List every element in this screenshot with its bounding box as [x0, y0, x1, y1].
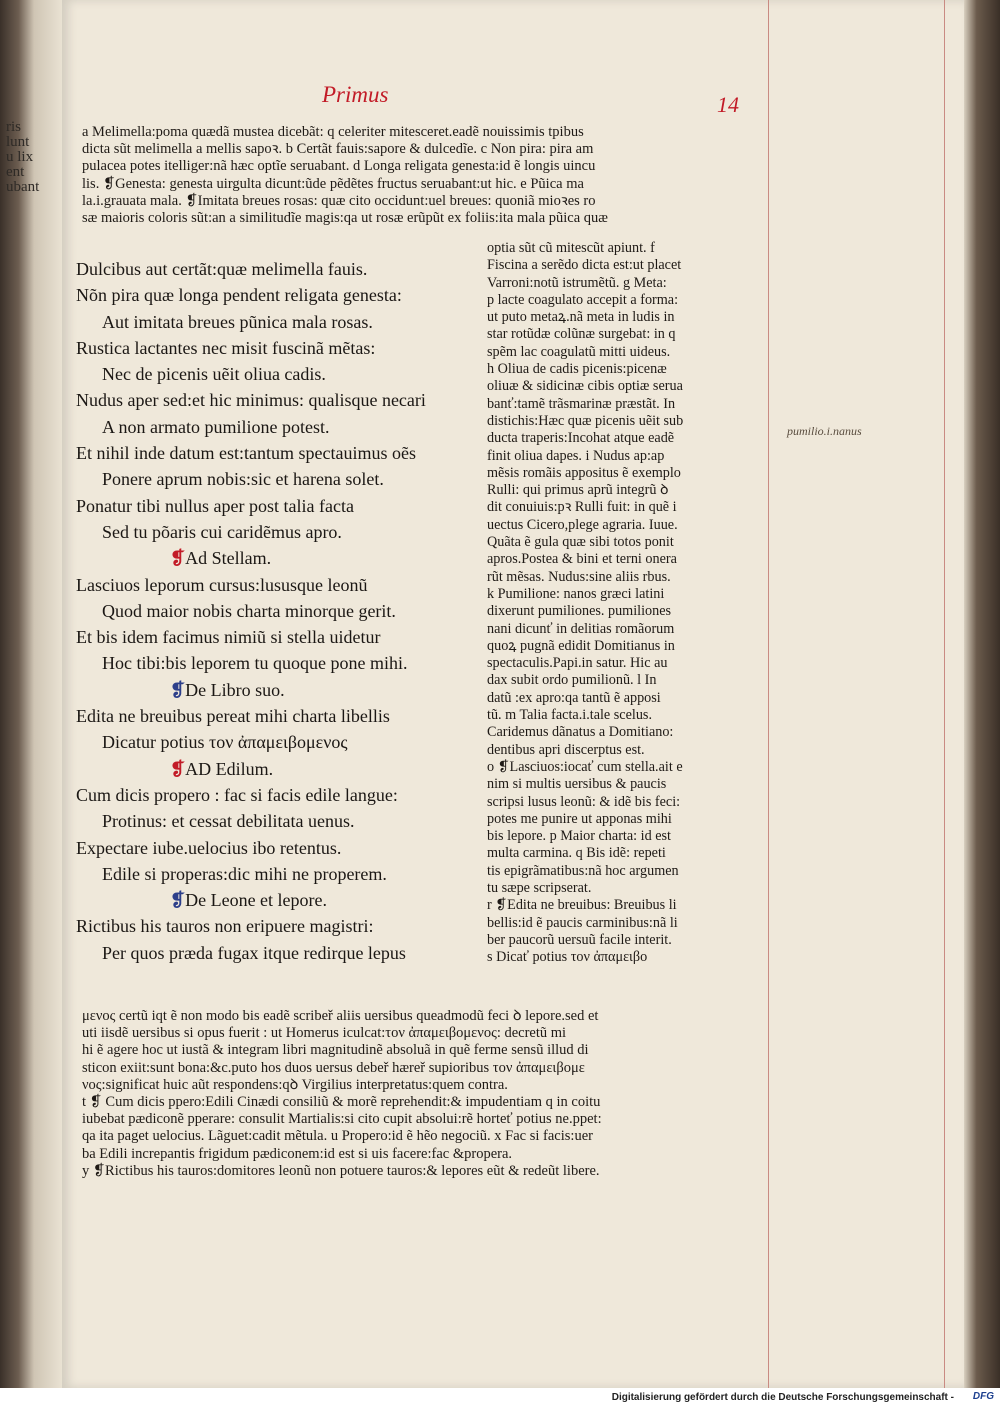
- text-line: s Dicať potius τον ἀπαμειβο: [487, 949, 648, 966]
- left-fragment: lunt: [6, 134, 30, 150]
- text-line: r ❡Edita ne breuibus: Breuibus li: [487, 897, 677, 914]
- poem-verse: [76, 782, 488, 808]
- footer-bar: [0, 1388, 1000, 1408]
- poem-line-text: Edita ne breuibus pereat mihi charta libellis: [76, 706, 390, 727]
- text-line: tu sæpe scripserat.: [487, 879, 592, 896]
- text-line: t ❡ Cum dicis ppero:Edili Cinædi consiliũ & morẽ reprehendit:& impudentiam q in coitu: [82, 1093, 601, 1110]
- text-line: iubebat pædiconẽ pperare: consulit Martialis:si cito cupit absolui:rẽ horteť potius ne.ppet:: [82, 1111, 602, 1128]
- text-line: ber paucorũ uersuũ facile interit.: [487, 931, 672, 948]
- paragraph-mark-icon: ❡: [170, 758, 186, 779]
- poem-verse: [76, 440, 488, 466]
- text-line: pulacea potes itelliger:nã hæc optĩe seruabant. d Longa religata genesta:id ẽ longis uincu: [82, 158, 596, 175]
- poem-text-block: [76, 256, 488, 966]
- poem-line-text: Et nihil inde datum est:tantum spectauimus oẽs: [76, 443, 416, 464]
- poem-verse: [76, 703, 488, 729]
- poem-verse: [76, 387, 488, 413]
- poem-line-text: Ponatur tibi nullus aper post talia facta: [76, 495, 354, 516]
- text-line: sæ maioris coloris sũt:an a similitudĩe magis:qa ut rosæ erũpũt ex foliis:ita mala pũica quæ: [82, 209, 608, 226]
- poem-line-text: Rustica lactantes nec misit fuscinã mẽtas:: [76, 337, 376, 358]
- poem-line-text: Nec de picenis uẽit oliua cadis.: [102, 364, 326, 385]
- text-line: distichis:Hæc quæ picenis uẽit sub: [487, 412, 684, 429]
- text-line: nani dicunť in delitias romãorum: [487, 620, 675, 637]
- poem-line-text: De Leone et lepore.: [185, 890, 328, 911]
- text-line: k Pumilione: nanos græci latini: [487, 585, 665, 602]
- paragraph-mark-icon: ❡: [170, 890, 186, 911]
- poem-line-text: AD Edilum.: [185, 758, 274, 779]
- text-line: Rulli: qui primus aprũ integrũ ꝺ: [487, 482, 669, 499]
- poem-heading: [76, 677, 488, 703]
- text-line: ut puto metaꝝ.nã meta in ludis in: [487, 309, 675, 326]
- book-left-edge: [0, 0, 62, 1388]
- text-line: dit conuiuis:pꝛ Rulli fuit: in quẽ i: [487, 499, 677, 516]
- text-line: quoꝝ pugnã edidit Domitianus in: [487, 637, 675, 654]
- text-line: apros.Postea & bini et terni onera: [487, 551, 677, 568]
- poem-line-text: Hoc tibi:bis leporem tu quoque pone mihi.: [102, 653, 408, 674]
- poem-verse: [76, 256, 488, 282]
- poem-verse: [76, 282, 488, 308]
- left-fragment: u lix: [6, 149, 34, 165]
- folio-number: 14: [717, 92, 739, 117]
- poem-line-text: Rictibus his tauros non eripuere magistri:: [76, 916, 374, 937]
- text-line: y ❡Rictibus his tauros:domitores leonũ non potuere tauros:& lepores eũt & redeũt libere.: [82, 1162, 600, 1179]
- poem-verse: [76, 335, 488, 361]
- poem-verse: [76, 624, 488, 650]
- text-line: μενος certũ iqt ẽ non modo bis eadẽ scribeř aliis uersibus queadmodũ feci ꝺ lepore.sed et: [82, 1008, 599, 1024]
- text-line: uectus Cicero,plege agraria. Iuue.: [487, 516, 678, 533]
- text-line: dentibus apri discerptus est.: [487, 741, 645, 758]
- poem-line-text: Edile si properas:dic mihi ne properem.: [102, 863, 387, 884]
- margin-rule-line: [768, 0, 769, 1388]
- poem-line-text: Lasciuos leporum cursus:lususque leonũ: [76, 574, 368, 595]
- text-line: multa carmina. q Bis idẽ: repeti: [487, 845, 666, 862]
- poem-verse: [76, 519, 488, 545]
- poem-line-text: A non armato pumilione potest.: [102, 416, 330, 437]
- text-line: finit oliua dapes. i Nudus ap:ap: [487, 447, 665, 464]
- text-line: dixerunt pumiliones. pumiliones: [487, 603, 672, 620]
- poem-line-text: Dicatur potius τον ἀπαμειβομενος: [102, 732, 348, 753]
- text-line: Quãta ẽ gula quæ sibi totos ponit: [487, 534, 674, 551]
- text-line: lis. ❡Genesta: genesta uirgulta dicunt:ũde pẽdẽtes fructus seruabant:ut hic. e Pũica ma: [82, 175, 584, 192]
- text-line: ducta traperis:Incohat atque eadẽ: [487, 430, 675, 447]
- poem-line-text: Nõn pira quæ longa pendent religata genesta:: [76, 285, 402, 306]
- poem-verse: [76, 493, 488, 519]
- text-line: νος:significat huic aũt respondens:qꝺ Virgilius interpretatus:quem contra.: [82, 1076, 508, 1093]
- text-line: scripsi lusus leonũ: & idẽ bis feci:: [487, 793, 681, 810]
- text-line: spẽm lac coagulatũ mitti uideus.: [487, 343, 671, 360]
- text-line: star rotũdæ colũnæ surgebat: in q: [487, 326, 676, 343]
- bottom-commentary-block: [82, 1008, 762, 1180]
- text-line: Fiscina a serẽdo dicta est:ut placet: [487, 257, 682, 274]
- poem-heading: [76, 756, 488, 782]
- text-line: oliuæ & sidicinæ cibis optiæ serua: [487, 378, 683, 395]
- text-line: bis lepore. p Maior charta: id est: [487, 828, 671, 845]
- text-line: dax subit ordo pumilionũ. l In: [487, 672, 657, 689]
- poem-line-text: Per quos præda fugax itque redirque lepus: [102, 942, 406, 963]
- left-fragment: ris: [6, 119, 21, 135]
- left-fragment: ubant: [6, 179, 40, 195]
- poem-line-text: Expectare iube.uelocius ibo retentus.: [76, 837, 342, 858]
- text-line: a Melimella:poma quædã mustea dicebãt: q celeriter mitesceret.eadẽ nouissimis tpibus: [82, 124, 584, 140]
- side-commentary-block: [487, 240, 763, 966]
- text-line: Varroni:notũ istrumẽtũ. g Meta:: [487, 274, 667, 291]
- poem-verse: [76, 572, 488, 598]
- poem-line-text: Quod maior nobis charta minorque gerit.: [102, 600, 396, 621]
- dfg-logo: DFG: [972, 1391, 994, 1402]
- poem-verse: [76, 650, 488, 676]
- text-line: uti iisdẽ uersibus si opus fuerit : ut Homerus iculcat:τον ἀπαμειβομενος: decretũ mi: [82, 1025, 567, 1042]
- text-line: potes me punire ut apponas mihi: [487, 810, 672, 827]
- text-line: datũ :ex apro:qa tantũ ẽ apposi: [487, 689, 661, 706]
- poem-verse: [76, 913, 488, 939]
- poem-line-text: Ponere aprum nobis:sic et harena solet.: [102, 469, 384, 490]
- poem-verse: [76, 861, 488, 887]
- text-line: h Oliua de cadis picenis:picenæ: [487, 361, 667, 378]
- poem-line-text: Et bis idem facimus nimiũ si stella uidetur: [76, 627, 381, 648]
- text-line: rũt mẽsas. Nudus:sine aliis rbus.: [487, 568, 671, 585]
- footer-text: Digitalisierung gefördert durch die Deutsche Forschungsgemeinschaft -: [611, 1392, 954, 1403]
- left-fragment: ent: [6, 164, 25, 180]
- top-commentary-block: [82, 124, 762, 227]
- poem-line-text: Nudus aper sed:et hic minimus: qualisque necari: [76, 390, 426, 411]
- text-line: o ❡Lasciuos:iocať cum stella.ait e: [487, 758, 683, 775]
- text-line: Caridemus dãnatus a Domitiano:: [487, 724, 674, 741]
- poem-line-text: Aut imitata breues pũnica mala rosas.: [102, 311, 373, 332]
- text-line: tis epigrãmatibus:nã hoc argumen: [487, 862, 679, 879]
- book-right-edge: [964, 0, 1000, 1388]
- paragraph-mark-icon: ❡: [170, 548, 186, 569]
- poem-verse: [76, 835, 488, 861]
- text-line: banť:tamẽ trãsmarinæ præstãt. In: [487, 395, 676, 412]
- page-title: Primus: [322, 82, 389, 107]
- text-line: mẽsis romãis appositus ẽ exemplo: [487, 464, 681, 481]
- poem-heading: [76, 887, 488, 913]
- poem-verse: [76, 414, 488, 440]
- poem-verse: [76, 729, 488, 755]
- text-line: ba Edili increpantis frigidum pædiconem:id est si uis facere:fac &propera.: [82, 1145, 513, 1162]
- poem-verse: [76, 309, 488, 335]
- left-page-fragments: [6, 120, 56, 195]
- text-line: tũ. m Talia facta.i.tale scelus.: [487, 707, 652, 724]
- poem-line-text: De Libro suo.: [185, 679, 285, 700]
- text-line: hi ẽ agere hoc ut iustã & integram libri magnitudinẽ absoluã in quẽ ferme sensũ illud di: [82, 1042, 589, 1059]
- poem-verse: [76, 940, 488, 966]
- text-line: bellis:id ẽ paucis carminibus:nã li: [487, 914, 678, 931]
- poem-line-text: Dulcibus aut certãt:quæ melimella fauis.: [76, 259, 368, 279]
- poem-verse: [76, 466, 488, 492]
- text-line: optia sũt cũ mitescũt apiunt. f: [487, 240, 655, 256]
- text-line: dicta sũt melimella a mellis sapoꝛ. b Certãt fauis:sapore & dulcedĩe. c Non pira: pira am: [82, 141, 594, 158]
- poem-heading: [76, 545, 488, 571]
- poem-line-text: Ad Stellam.: [185, 548, 272, 569]
- text-line: la.i.grauata mala. ❡Imitata breues rosas: quæ cito occidunt:uel breues: quoniã mioꝛes ro: [82, 192, 596, 209]
- poem-line-text: Protinus: et cessat debilitata uenus.: [102, 811, 355, 832]
- poem-line-text: Cum dicis propero : fac si facis edile langue:: [76, 784, 398, 805]
- paragraph-mark-icon: ❡: [170, 679, 186, 700]
- text-line: p lacte coagulato accepit a forma:: [487, 291, 679, 308]
- text-line: nim si multis uersibus & paucis: [487, 776, 667, 793]
- text-line: spectaculis.Papi.in satur. Hic au: [487, 655, 668, 672]
- text-line: sticon exiit:sunt bona:&c.puto hos duos uersus debeř hæreř supioribus τον ἀπαμειβομε: [82, 1059, 585, 1076]
- poem-verse: [76, 808, 488, 834]
- poem-verse: [76, 361, 488, 387]
- text-line: qa ita paget uelocius. Lãguet:cadit mẽtula. u Propero:id ẽ hẽo negociũ. x Fac si facis:uer: [82, 1128, 593, 1145]
- poem-line-text: Sed tu põaris cui caridẽmus apro.: [102, 521, 342, 542]
- margin-rule-line: [944, 0, 945, 1388]
- poem-verse: [76, 598, 488, 624]
- handwritten-margin-note: pumilio.i.nanus: [787, 424, 862, 438]
